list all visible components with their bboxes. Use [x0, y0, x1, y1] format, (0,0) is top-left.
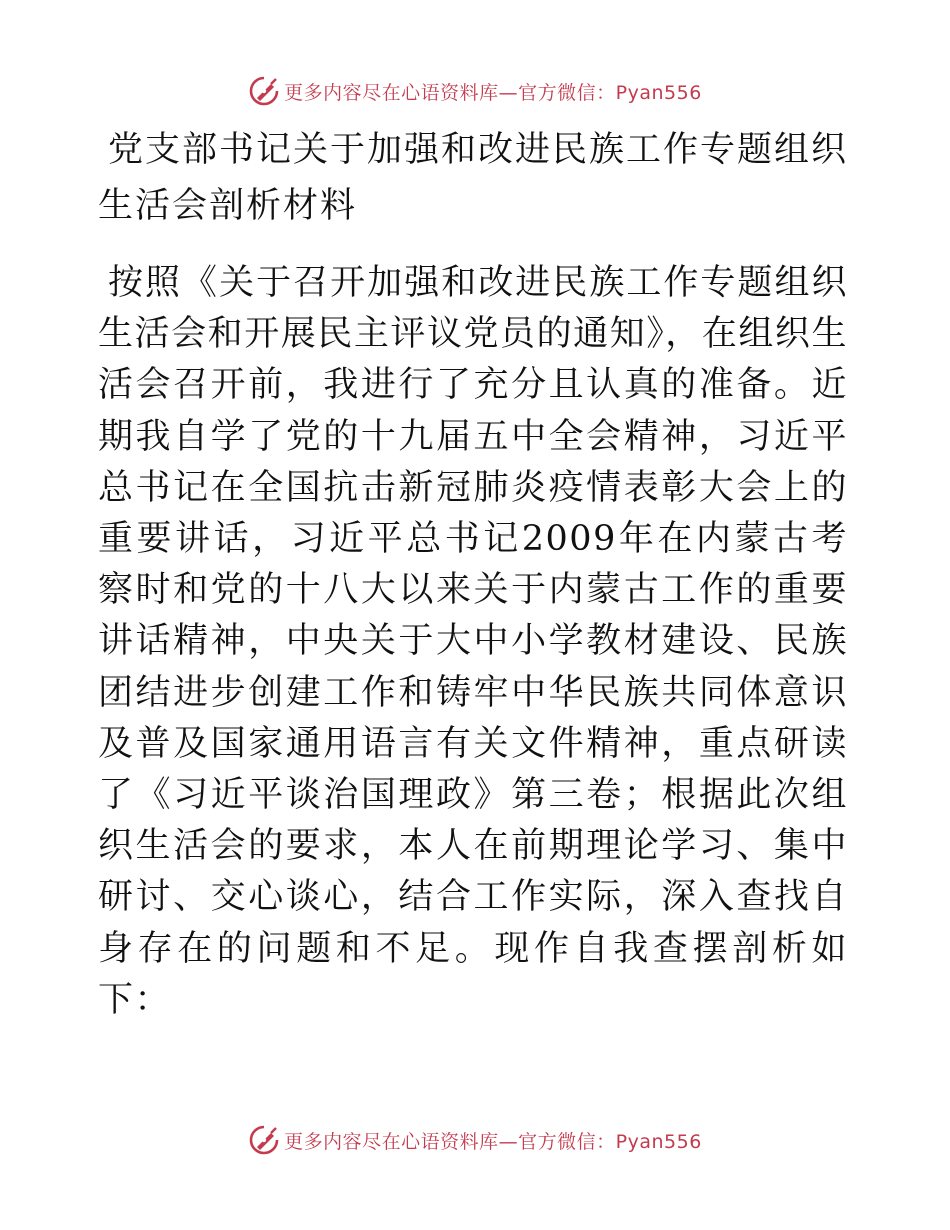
- pen-nib-logo-icon: [248, 75, 280, 107]
- pen-nib-logo-icon: [248, 1124, 280, 1156]
- document-paragraph: 按照《关于召开加强和改进民族工作专题组织生活会和开展民主评议党员的通知》，在组织生活会召开前，我进行了充分且认真的准备。近期我自学了党的十九届五中全会精神，习近平总书记在全国抗击新冠肺炎疫情表彰大会上的重要讲话，习近平总书记2009年在内蒙古考察时和党的十八大以来关于内蒙古工作的重要讲话精神，中央关于大中小学教材建设、民族团结进步创建工作和铸牢中华民族共同体意识及普及国家通用语言有关文件精神，重点研读了《习近平谈治国理政》第三卷；根据此次组织生活会的要求，本人在前期理论学习、集中研讨、交心谈心，结合工作实际，深入查找自身存在的问题和不足。现作自我查摆剖析如下：: [98, 263, 848, 1020]
- footer-banner-text: 更多内容尽在心语资料库—官方微信：Pyan556: [284, 1130, 702, 1153]
- footer-banner: [0, 1120, 950, 1160]
- header-banner-text: 更多内容尽在心语资料库—官方微信：Pyan556: [284, 81, 702, 104]
- document-title: 党支部书记关于加强和改进民族工作专题组织生活会剖析材料: [98, 130, 849, 226]
- header-banner: [0, 71, 950, 111]
